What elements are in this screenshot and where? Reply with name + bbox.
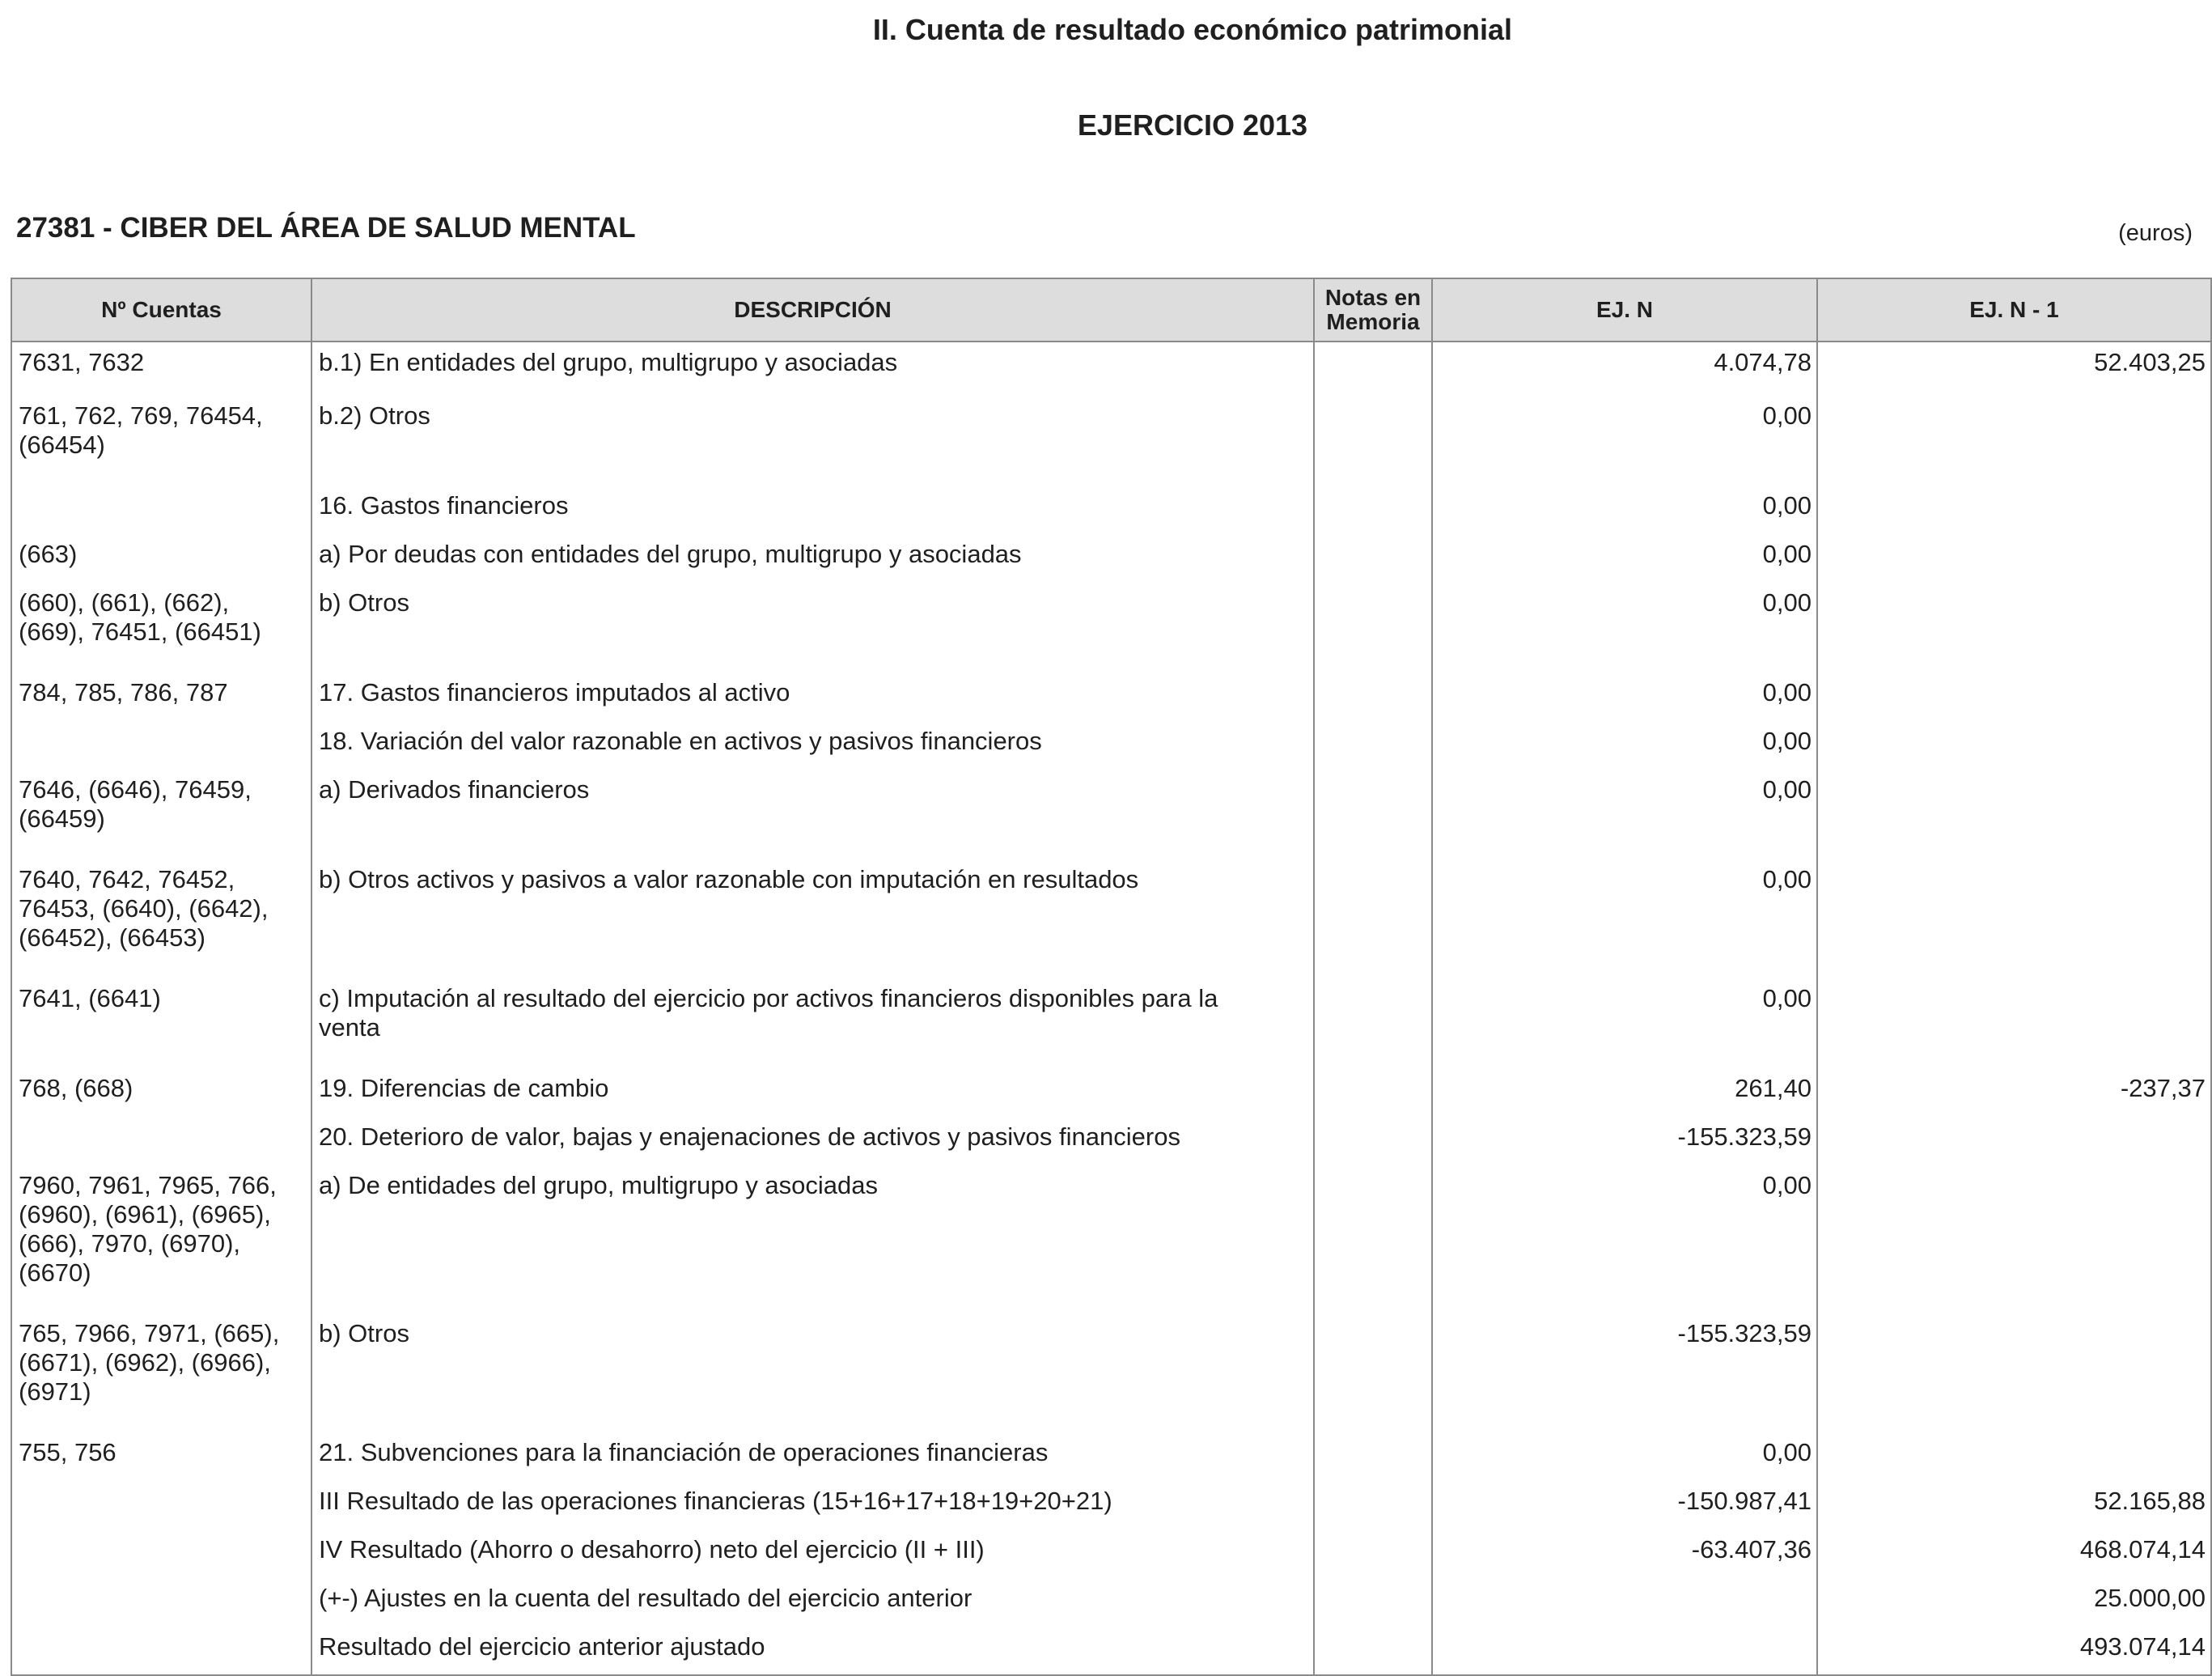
column-header-current-year: EJ. N <box>1432 278 1817 342</box>
previous-year-value-cell <box>1817 978 2211 1068</box>
current-year-value-cell: -63.407,36 <box>1432 1530 1817 1578</box>
account-codes-cell: 761, 762, 769, 76454, (66454) <box>11 396 311 486</box>
previous-year-value-cell <box>1817 1165 2211 1313</box>
previous-year-value-cell <box>1817 534 2211 583</box>
previous-year-value-cell: 468.074,14 <box>1817 1530 2211 1578</box>
previous-year-value-cell <box>1817 673 2211 721</box>
account-codes-cell: 755, 756 <box>11 1432 311 1481</box>
column-header-notes: Notas en Memoria <box>1314 278 1432 342</box>
description-cell: III Resultado de las operaciones financieras (15+16+17+18+19+20+21) <box>311 1481 1314 1530</box>
previous-year-value-cell <box>1817 1313 2211 1432</box>
description-cell: 20. Deterioro de valor, bajas y enajenaciones de activos y pasivos financieros <box>311 1117 1314 1165</box>
table-header-row <box>11 278 2211 342</box>
description-cell: c) Imputación al resultado del ejercicio por activos financieros disponibles para la venta <box>311 978 1314 1068</box>
notes-cell <box>1314 1627 1432 1675</box>
column-header-previous-year: EJ. N - 1 <box>1817 278 2211 342</box>
account-codes-cell <box>11 486 311 534</box>
account-codes-cell: 784, 785, 786, 787 <box>11 673 311 721</box>
description-cell: (+-) Ajustes en la cuenta del resultado del ejercicio anterior <box>311 1578 1314 1627</box>
current-year-value-cell: -155.323,59 <box>1432 1117 1817 1165</box>
table-row <box>11 859 2211 978</box>
table-row <box>11 673 2211 721</box>
notes-cell <box>1314 342 1432 396</box>
description-cell: b) Otros <box>311 583 1314 673</box>
current-year-value-cell: 0,00 <box>1432 721 1817 770</box>
table-row <box>11 1627 2211 1675</box>
current-year-value-cell: 0,00 <box>1432 1432 1817 1481</box>
notes-cell <box>1314 1578 1432 1627</box>
notes-cell <box>1314 859 1432 978</box>
previous-year-value-cell: 25.000,00 <box>1817 1578 2211 1627</box>
current-year-value-cell: -150.987,41 <box>1432 1481 1817 1530</box>
table-row <box>11 396 2211 486</box>
account-codes-cell <box>11 721 311 770</box>
account-codes-cell <box>11 1578 311 1627</box>
description-cell: a) De entidades del grupo, multigrupo y asociadas <box>311 1165 1314 1313</box>
table-row <box>11 1068 2211 1117</box>
description-cell: 19. Diferencias de cambio <box>311 1068 1314 1117</box>
notes-cell <box>1314 770 1432 859</box>
description-cell: 21. Subvenciones para la financiación de operaciones financieras <box>311 1432 1314 1481</box>
current-year-value-cell: 0,00 <box>1432 978 1817 1068</box>
current-year-value-cell: 0,00 <box>1432 859 1817 978</box>
account-codes-cell: 7640, 7642, 76452, 76453, (6640), (6642), (66452), (66453) <box>11 859 311 978</box>
previous-year-value-cell <box>1817 721 2211 770</box>
notes-cell <box>1314 396 1432 486</box>
account-codes-cell: (663) <box>11 534 311 583</box>
notes-cell <box>1314 1530 1432 1578</box>
notes-cell <box>1314 978 1432 1068</box>
current-year-value-cell <box>1432 1627 1817 1675</box>
current-year-value-cell: 0,00 <box>1432 583 1817 673</box>
previous-year-value-cell: 52.165,88 <box>1817 1481 2211 1530</box>
previous-year-value-cell <box>1817 583 2211 673</box>
report-title: II. Cuenta de resultado económico patrimonial <box>872 13 1513 46</box>
table-row <box>11 1481 2211 1530</box>
previous-year-value-cell: 52.403,25 <box>1817 342 2211 396</box>
current-year-value-cell: 4.074,78 <box>1432 342 1817 396</box>
notes-cell <box>1314 486 1432 534</box>
notes-cell <box>1314 721 1432 770</box>
previous-year-value-cell <box>1817 1117 2211 1165</box>
notes-cell <box>1314 534 1432 583</box>
table-row <box>11 342 2211 396</box>
current-year-value-cell: 0,00 <box>1432 396 1817 486</box>
current-year-value-cell: 261,40 <box>1432 1068 1817 1117</box>
table-row <box>11 1578 2211 1627</box>
description-cell: b.2) Otros <box>311 396 1314 486</box>
table-row <box>11 1313 2211 1432</box>
entity-heading: 27381 - CIBER DEL ÁREA DE SALUD MENTAL <box>16 212 636 244</box>
description-cell: a) Por deudas con entidades del grupo, multigrupo y asociadas <box>311 534 1314 583</box>
description-cell: b) Otros <box>311 1313 1314 1432</box>
current-year-value-cell: 0,00 <box>1432 486 1817 534</box>
description-cell: b) Otros activos y pasivos a valor razonable con imputación en resultados <box>311 859 1314 978</box>
current-year-value-cell <box>1432 1578 1817 1627</box>
description-cell: 17. Gastos financieros imputados al activo <box>311 673 1314 721</box>
description-cell: 18. Variación del valor razonable en activos y pasivos financieros <box>311 721 1314 770</box>
table-row <box>11 486 2211 534</box>
notes-cell <box>1314 1432 1432 1481</box>
description-cell: 16. Gastos financieros <box>311 486 1314 534</box>
column-header-description: DESCRIPCIÓN <box>311 278 1314 342</box>
previous-year-value-cell: 493.074,14 <box>1817 1627 2211 1675</box>
account-codes-cell: 765, 7966, 7971, (665), (6671), (6962), (6966), (6971) <box>11 1313 311 1432</box>
account-codes-cell <box>11 1481 311 1530</box>
current-year-value-cell: -155.323,59 <box>1432 1313 1817 1432</box>
column-header-accounts: Nº Cuentas <box>11 278 311 342</box>
income-statement-table <box>11 278 2212 1676</box>
account-codes-cell <box>11 1627 311 1675</box>
table-row <box>11 583 2211 673</box>
currency-unit-label: (euros) <box>2118 220 2193 246</box>
notes-cell <box>1314 1068 1432 1117</box>
notes-cell <box>1314 1117 1432 1165</box>
table-row <box>11 534 2211 583</box>
table-row <box>11 770 2211 859</box>
notes-cell <box>1314 1313 1432 1432</box>
table-body <box>11 342 2211 1675</box>
notes-cell <box>1314 1165 1432 1313</box>
table-row <box>11 978 2211 1068</box>
current-year-value-cell: 0,00 <box>1432 770 1817 859</box>
account-codes-cell: 7960, 7961, 7965, 766, (6960), (6961), (6965), (666), 7970, (6970), (6670) <box>11 1165 311 1313</box>
table-row <box>11 1530 2211 1578</box>
current-year-value-cell: 0,00 <box>1432 534 1817 583</box>
fiscal-year-heading: EJERCICIO 2013 <box>1077 108 1308 142</box>
previous-year-value-cell <box>1817 1432 2211 1481</box>
previous-year-value-cell <box>1817 396 2211 486</box>
account-codes-cell: 7646, (6646), 76459, (66459) <box>11 770 311 859</box>
notes-cell <box>1314 1481 1432 1530</box>
previous-year-value-cell <box>1817 770 2211 859</box>
account-codes-cell: 768, (668) <box>11 1068 311 1117</box>
account-codes-cell <box>11 1117 311 1165</box>
table-row <box>11 1165 2211 1313</box>
description-cell: Resultado del ejercicio anterior ajustado <box>311 1627 1314 1675</box>
table-row <box>11 721 2211 770</box>
description-cell: a) Derivados financieros <box>311 770 1314 859</box>
account-codes-cell: 7641, (6641) <box>11 978 311 1068</box>
account-codes-cell: (660), (661), (662), (669), 76451, (66451) <box>11 583 311 673</box>
current-year-value-cell: 0,00 <box>1432 673 1817 721</box>
table-row <box>11 1117 2211 1165</box>
previous-year-value-cell: -237,37 <box>1817 1068 2211 1117</box>
account-codes-cell <box>11 1530 311 1578</box>
previous-year-value-cell <box>1817 486 2211 534</box>
description-cell: IV Resultado (Ahorro o desahorro) neto del ejercicio (II + III) <box>311 1530 1314 1578</box>
previous-year-value-cell <box>1817 859 2211 978</box>
current-year-value-cell: 0,00 <box>1432 1165 1817 1313</box>
account-codes-cell: 7631, 7632 <box>11 342 311 396</box>
description-cell: b.1) En entidades del grupo, multigrupo y asociadas <box>311 342 1314 396</box>
notes-cell <box>1314 583 1432 673</box>
notes-cell <box>1314 673 1432 721</box>
table-row <box>11 1432 2211 1481</box>
